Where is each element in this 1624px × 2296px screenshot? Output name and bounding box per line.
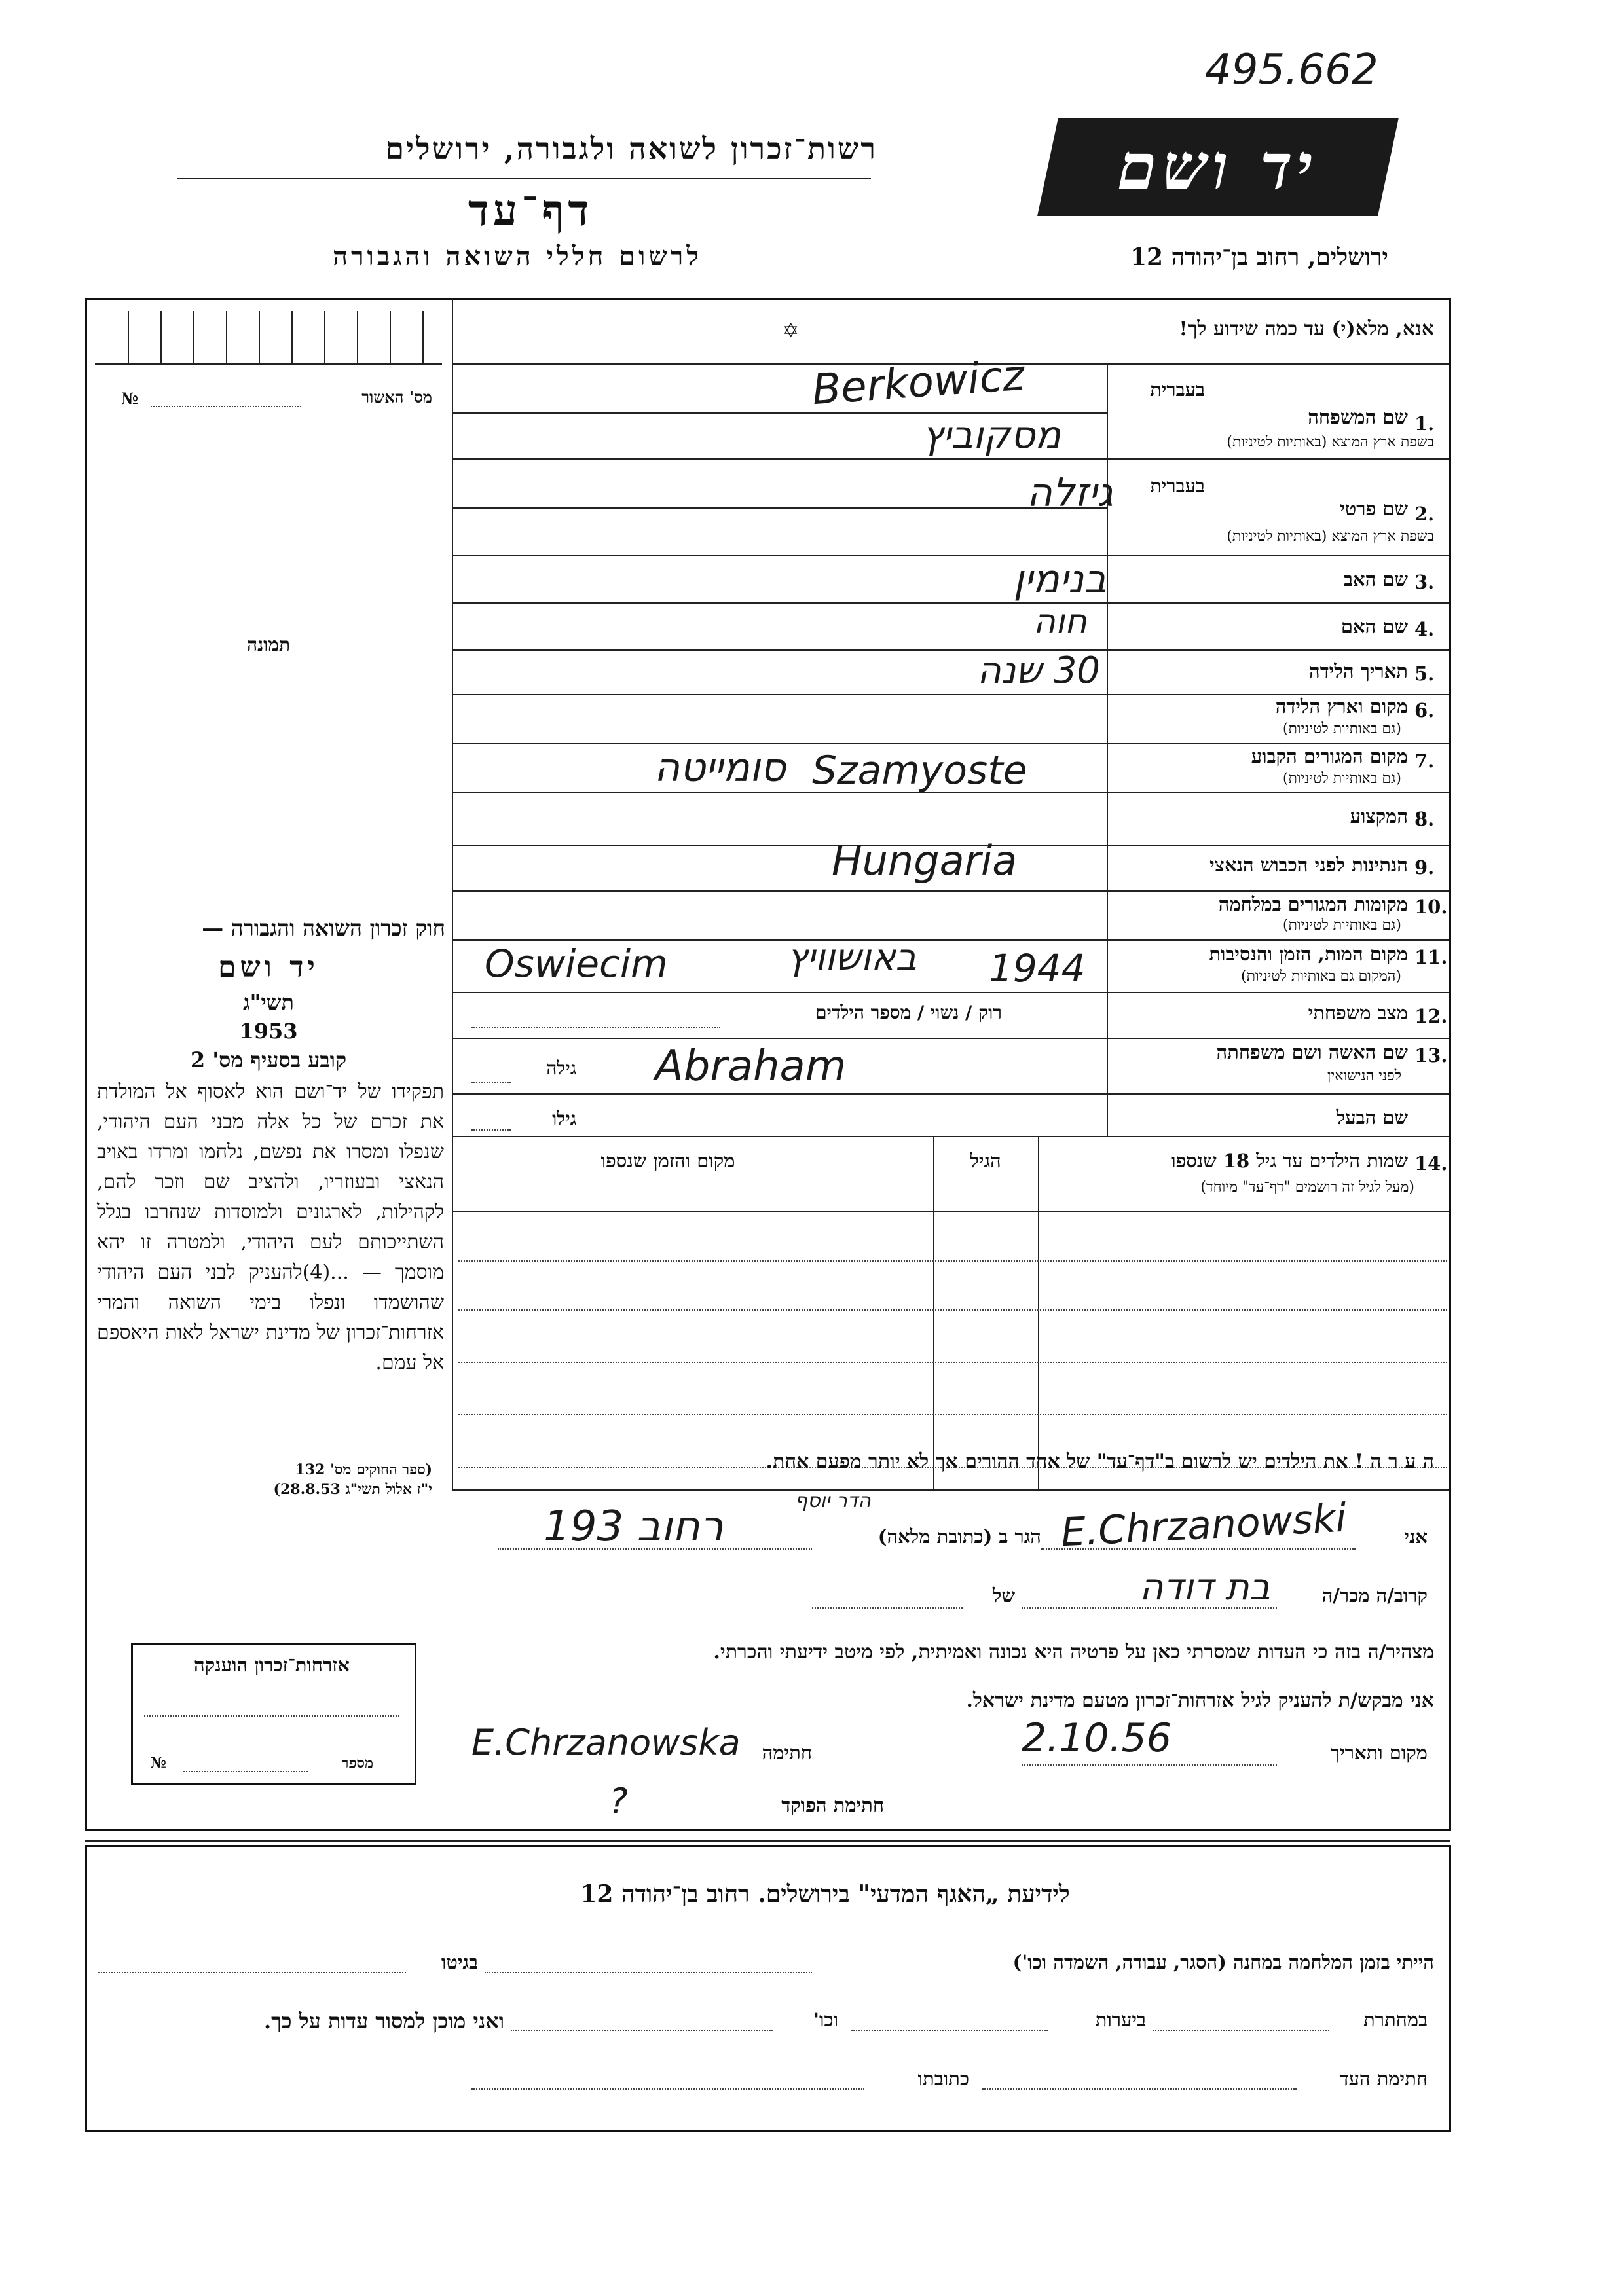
declarant-signature[interactable]: E.Chrzanowska [471,1722,741,1763]
bottom-title: לידיעת „האגף המדעי" בירושלים. רחוב בן־יהודה 12 [580,1880,1070,1908]
field-2-value[interactable]: גיזלה [1026,470,1113,516]
relative-shel: של [992,1584,1015,1607]
field-12-number: 12. [1414,1005,1448,1027]
field-9-number: 9. [1414,856,1435,879]
field-8-number: 8. [1414,808,1435,830]
memorial-box-number-label: מספר [341,1755,373,1772]
field-4-label: שם האם [1340,615,1408,638]
authority-underline [177,178,871,179]
field-4-number: 4. [1414,618,1435,640]
field-12-inline: רוק / נשוי / מספר הילדים [815,1002,1002,1023]
field-2-tag: בעברית [1150,475,1205,497]
approval-no-sign: № [121,389,139,408]
bottom-etc: וכו' [813,2009,838,2031]
children-divider-1 [1038,1136,1039,1489]
instruction-text: אנא, מלא(י) עד כמה שידוע לך! [1179,318,1434,340]
bottom-ghetto: בגיטו [441,1951,478,1973]
field-12-line [471,1027,720,1028]
field-7-value[interactable]: Szamyoste [812,748,1027,793]
field-1-tag: בעברית [1150,378,1205,401]
witness-address-label: כתובתו [917,2068,969,2090]
field-1-value-hebrew[interactable]: מסקוביץ [922,412,1061,457]
law-year: 1953 [239,1019,298,1044]
field-7-sub: (גם באותיות לטיניות) [1282,771,1401,787]
field-1-label: שם המשפחה [1308,406,1408,428]
memorial-box-title: אזרחות־זכרון הוענקה [194,1654,350,1676]
relative-label: קרוב/ה מכר/ה [1321,1584,1428,1607]
field-3-label: שם האב [1343,568,1408,591]
field-13-sub: לפני הנישואין [1327,1068,1401,1084]
form-subtitle: לרשום חללי השואה והגבורה [332,241,703,272]
field-5-label: תאריך הלידה [1309,660,1408,682]
bottom-line1: הייתי בזמן המלחמה במחנה (הסגר, עבודה, השמדה וכו') [1012,1951,1434,1973]
field-9-value[interactable]: Hungaria [832,837,1018,884]
field-3-number: 3. [1414,571,1435,593]
archive-number: 495.662 [1205,46,1378,94]
memorial-box-no: № [151,1755,166,1772]
bottom-separator [85,1840,1450,1842]
officer-signature-label: חתימת הפוקד [781,1794,884,1816]
star-of-david-icon: ✡ [783,319,800,342]
law-name: יד ושם [218,951,319,984]
field-11-year[interactable]: 1944 [989,946,1086,991]
law-title: חוק זכרון השואה והגבורה — [202,915,445,941]
bottom-forests: ביערות [1095,2009,1146,2031]
law-section: קובע בסעיף מס' 2 [190,1048,347,1072]
field-13-number: 13. [1414,1044,1448,1066]
declarant-ani: אני [1404,1525,1428,1548]
field-2-sub: בשפת ארץ המוצא (באותיות לטיניות) [1227,528,1434,545]
law-source-1: (ספר החוקים מס' 132 [295,1461,432,1478]
signature-label: חתימה [762,1741,812,1764]
field-5-number: 5. [1414,663,1435,685]
place-date-value[interactable]: 2.10.56 [1022,1715,1172,1761]
field-3-value[interactable]: בנימין [1013,556,1107,602]
field-11-value[interactable]: Oswiecim [485,941,668,986]
field-1-value[interactable]: Berkowicz [810,351,1026,415]
declarant-address-note[interactable]: הדר יוסף [795,1489,871,1512]
law-year-hebrew: תשי"ג [243,990,294,1015]
field-13-label: שם האשה ושם משפחתה [1216,1041,1408,1063]
children-age-header: הגיל [970,1150,1001,1172]
field-10-sub: (גם באותיות לטיניות) [1282,917,1401,934]
declarant-name[interactable]: E.Chrzanowski [1060,1495,1348,1556]
field-10-number: 10. [1414,896,1448,918]
photo-label: תמונה [246,634,291,655]
law-source-2: י"ז אלול תשי"ג 28.8.53) [273,1481,432,1498]
field-6-label: מקום וארץ הלידה [1275,695,1408,718]
side-divider [452,298,453,1489]
declarant-address[interactable]: 193 רחוב [544,1503,724,1551]
declarant-resides: הגר ב (כתובת מלאה) [877,1525,1041,1548]
field-7-number: 7. [1414,750,1435,772]
approval-number-field [151,406,301,407]
field-11-value-hebrew[interactable]: באושוויץ [787,936,917,979]
field-2-label: שם פרטי [1340,498,1408,520]
children-note: ה ע ר ה ! את הילדים יש לרשום ב"דף־עד" של אחד ההורים אך לא יותר מפעם אחת. [766,1450,1434,1473]
field-11-sub: (המקום גם באותיות לטיניות) [1241,968,1401,985]
field-13-age: גילה [546,1057,576,1079]
address: ירושלים, רחוב בן־יהודה 12 [1130,244,1388,271]
field-11-label: מקום המות, הזמן והנסיבות [1209,943,1408,965]
children-place-header: מקום והזמן שנספו [600,1150,735,1172]
request-text: אני מבקש/ת להעניק לגיל אזרחות־זכרון מטעם מדינת ישראל. [966,1689,1434,1712]
field-12-label: מצב משפחתי [1308,1002,1408,1024]
children-number: 14. [1414,1152,1448,1175]
field-6-sub: (גם באותיות לטיניות) [1282,721,1401,737]
witness-signature-label: חתימת העד [1339,2068,1428,2090]
children-label: שמות הילדים עד גיל 18 שנספו [1171,1150,1408,1172]
officer-signature[interactable]: ? [609,1781,628,1822]
field-9-label: הנתינות לפני הכבוש הנאצי [1209,854,1408,876]
bottom-ready: ואני מוכן למסור עדות על כך. [263,2009,504,2033]
authority-name: רשות־זכרון לשואה ולגבורה, ירושלים [385,131,877,166]
field-11-number: 11. [1414,946,1448,968]
field-7-value-hebrew[interactable]: סומייטה [654,745,786,791]
field-8-label: המקצוע [1350,805,1408,828]
field-6-number: 6. [1414,699,1435,721]
field-2-number: 2. [1414,503,1435,525]
children-sub: (מעל לגיל זה רושמים "דף־עד" מיוחד) [1200,1179,1414,1195]
husband-label: שם הבעל [1336,1106,1408,1129]
law-text: תפקידו של יד־ושם הוא לאסוף אל המולדת את זכרם של כל אלה מבני העם היהודי, שנפלו ומסרו את נפשם, נלחמו ומרדו באויב הנאצי ובעוזריו, ולהציב שם וזכר להם, לקהילות, לארגונים ולמוסדות שנחרבו בגלל השתייכותם לעם היהודי, ולמטרה זו יהא מוסמך — ...(4)להעניק לבני העם היהודי שהושמדו ונפלו בימי השואה והמרי אזרחות־זכרון של מדינת ישראל לאות היאספם אל עמם. [97,1080,445,1374]
yad-vashem-logo: יד ושם [1037,118,1399,216]
field-4-value[interactable]: חוה [1033,602,1087,642]
bottom-underground: במחתרת [1363,2009,1428,2031]
husband-age: גילו [552,1108,576,1129]
place-date-label: מקום ותאריך [1330,1741,1428,1764]
field-1-number: 1. [1414,412,1435,435]
form-title: דף־עד [468,185,593,236]
relative-value[interactable]: בת דודה [1139,1566,1270,1609]
children-divider-2 [933,1136,934,1489]
declaration-text: מצהיר/ה בזה כי העדות שמסרתי כאן על פרטיה היא נכונה ואמיתית, לפי מיטב ידיעתי והכרתי. [713,1641,1434,1664]
field-5-value[interactable]: 30 שנה [977,649,1100,692]
approval-number-label: מס' האשור [361,388,432,407]
field-10-label: מקומות המגורים במלחמה [1218,893,1408,915]
field-13-value[interactable]: Abraham [655,1042,847,1091]
field-1-sub: בשפת ארץ המוצא (באותיות לטיניות) [1227,434,1434,450]
field-7-label: מקום המגורים הקבוע [1251,745,1408,767]
